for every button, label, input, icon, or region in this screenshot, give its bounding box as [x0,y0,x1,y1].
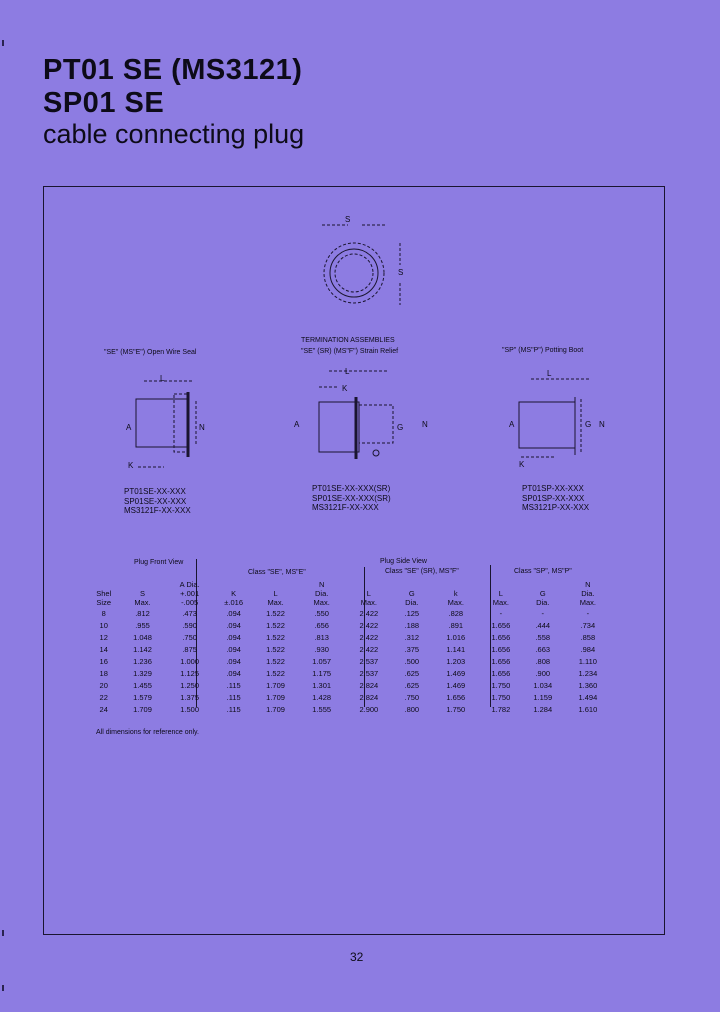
table-cell: 1.048 [133,632,152,642]
class-sr-label: Class "SE" (SR), MS"F" [385,568,459,575]
column-header: L Max. [360,589,377,607]
table-cell: 1.656 [491,620,511,630]
group-front-label: Plug Front View [134,559,184,566]
drawing-panel [43,186,665,935]
table-row [88,703,612,715]
table-cell: .115 [226,692,241,702]
table-cell: 20 [99,680,108,690]
dim-n-label: N [199,423,205,432]
table-cell: .625 [404,680,420,690]
table-header [88,580,612,607]
table-cell: .312 [404,632,420,642]
table-cell: 1.522 [266,608,285,618]
variant-caption: "SE" (SR) (MS"F") Strain Relief [301,348,399,355]
table-cell: .094 [226,644,241,654]
table-cell: 1.555 [312,704,332,714]
table-cell: .656 [314,620,329,630]
part-number-list: PT01SE-XX-XXX SP01SE-XX-XXX MS3121F-XX-XXX [124,487,191,515]
scan-edge-mark [2,985,4,991]
scan-edge-mark [2,930,4,936]
table-cell: 1.236 [133,656,152,666]
table-cell: 1.159 [533,692,553,702]
table-cell: 1.782 [491,704,511,714]
table-cell: 2.422 [359,620,379,630]
column-header: Shel Size [96,589,112,607]
table-cell: 12 [99,632,108,642]
part-number-list: PT01SE-XX-XXX(SR) SP01SE-XX-XXX(SR) MS3121F-XX-XXX [312,484,391,512]
table-cell: 14 [99,644,108,654]
table-footnote: All dimensions for reference only. [96,729,199,736]
table-cell: .984 [580,644,596,654]
table-cell: 1.709 [133,704,152,714]
table-cell: 1.301 [312,680,332,690]
table-row [88,631,612,643]
table-cell: .875 [182,644,197,654]
dim-a-label: A [294,420,300,429]
table-cell: 1.709 [266,680,285,690]
table-cell: .558 [535,632,551,642]
header-row [88,580,612,607]
page-number: 32 [350,950,364,964]
dim-l-label: L [345,367,350,376]
page-title: PT01 SE (MS3121) [43,54,303,86]
table-cell: 1.469 [446,680,466,690]
table-cell: 2.422 [359,632,379,642]
table-cell: .663 [535,644,551,654]
column-header: G Dia. [536,589,550,607]
table-cell: 8 [101,608,106,618]
table-cell: .891 [448,620,464,630]
dim-g-label: G [397,423,404,432]
column-header: k Max. [447,589,464,607]
table-cell: .500 [404,656,420,666]
table-cell: 1.656 [491,644,511,654]
table-cell: 1.329 [133,668,152,678]
table-cell: .858 [580,632,596,642]
table-cell: 1.203 [446,656,466,666]
potting-boot-drawing [511,367,611,467]
dim-l-label: L [547,369,552,378]
table-cell: .094 [226,608,241,618]
table-cell: .550 [314,608,329,618]
table-row [88,607,612,619]
table-cell: 1.656 [491,656,511,666]
table-cell: 22 [99,692,108,702]
table-row [88,691,612,703]
front-view-s-side-label: S [398,268,404,277]
table-cell: 1.656 [491,632,511,642]
column-header: N Dia. Max. [313,580,330,607]
table-cell: 10 [99,620,108,630]
table-cell: .625 [404,668,420,678]
table-row [88,655,612,667]
dim-l-label: L [160,374,165,383]
table-cell: .188 [404,620,420,630]
scan-edge-mark [2,40,4,46]
table-cell: - [499,608,503,618]
dim-g-label: G [585,420,592,429]
table-cell: 2.537 [359,656,379,666]
table-cell: .800 [404,704,420,714]
table-cell: .094 [226,668,241,678]
table-cell: 2.900 [359,704,379,714]
table-cell: 1.709 [266,692,285,702]
table-cell: - [586,608,590,618]
table-cell: 1.750 [491,680,511,690]
table-cell: 1.469 [446,668,466,678]
group-side-label: Plug Side View [380,558,427,565]
table-cell: 1.500 [180,704,200,714]
table-cell: .734 [580,620,596,630]
table-cell: 1.428 [312,692,332,702]
table-cell: .375 [404,644,420,654]
table-cell: 1.522 [266,668,285,678]
column-header: L Max. [492,589,509,607]
table-cell: 1.750 [446,704,466,714]
dim-a-label: A [509,420,515,429]
table-cell: 16 [99,656,108,666]
class-se-label: Class "SE", MS"E" [248,569,306,576]
table-cell: 1.175 [312,668,332,678]
dim-n-label: N [422,420,428,429]
table-cell: 2.422 [359,644,379,654]
page-subtitle: cable connecting plug [43,119,305,149]
variant-caption: "SE" (MS"E") Open Wire Seal [104,349,197,356]
class-sp-label: Class "SP", MS"P" [514,568,572,575]
table-cell: .473 [182,608,197,618]
table-cell: 1.656 [491,668,511,678]
dim-a-label: A [126,423,132,432]
table-row [88,667,612,679]
column-header: S Max. [134,589,151,607]
dim-k-label: K [342,384,348,393]
table-cell: .094 [226,656,241,666]
termination-title: TERMINATION ASSEMBLIES [301,337,395,344]
table-cell: .125 [404,608,420,618]
table-cell: 1.284 [533,704,553,714]
table-cell: 1.057 [312,656,332,666]
table-row [88,619,612,631]
table-cell: 24 [99,704,108,714]
table-cell: 2.824 [359,680,379,690]
table-cell: 1.034 [533,680,553,690]
table-cell: 1.494 [578,692,598,702]
table-cell: 1.750 [491,692,511,702]
table-cell: .115 [226,704,241,714]
table-cell: .812 [135,608,150,618]
table-cell: 1.656 [446,692,466,702]
table-cell: 1.360 [578,680,598,690]
table-cell: 1.522 [266,644,285,654]
table-cell: .955 [135,620,150,630]
table-cell: .444 [535,620,551,630]
table-cell: - [541,608,545,618]
table-cell: .813 [314,632,329,642]
table-row [88,643,612,655]
plug-front-view-drawing [314,225,404,315]
front-view-s-label: S [345,215,351,224]
table-cell: .115 [226,680,241,690]
table-cell: 1.579 [133,692,152,702]
table-cell: 1.125 [180,668,200,678]
table-cell: 1.709 [266,704,285,714]
variant-caption: "SP" (MS"P") Potting Boot [502,347,584,354]
column-header: K ±.016 [224,589,244,607]
table-cell: 1.610 [578,704,598,714]
table-cell: 2.422 [359,608,379,618]
table-cell: 18 [99,668,108,678]
table-cell: 1.142 [133,644,152,654]
table-row [88,679,612,691]
dim-k-label: K [519,460,525,469]
table-body [88,607,612,715]
table-cell: .930 [314,644,329,654]
table-cell: 2.824 [359,692,379,702]
dim-k-label: K [128,461,134,470]
table-cell: 1.455 [133,680,152,690]
table-cell: .094 [226,620,241,630]
table-cell: .808 [535,656,551,666]
table-cell: 1.375 [180,692,200,702]
page-title-secondary: SP01 SE [43,87,165,119]
dimensions-table [88,580,612,715]
part-number-list: PT01SP-XX-XXX SP01SP-XX-XXX MS3121P-XX-XXX [522,484,590,512]
table-cell: 1.000 [180,656,200,666]
table-cell: .750 [182,632,197,642]
column-header: L Max. [267,589,284,607]
table-cell: 1.110 [578,656,597,666]
table-cell: .590 [182,620,197,630]
table-cell: 1.234 [578,668,598,678]
table-cell: .750 [404,692,420,702]
column-header: A Dia. +.001 -.005 [179,580,200,607]
column-header: N Dia. Max. [579,580,596,607]
table-cell: .094 [226,632,241,642]
strain-relief-drawing [299,367,429,462]
dim-n-label: N [599,420,605,429]
table-cell: 1.141 [446,644,466,654]
table-cell: .900 [535,668,551,678]
table-cell: 1.522 [266,656,285,666]
table-cell: 1.522 [266,632,285,642]
column-header: G Dia. [405,589,419,607]
table-cell: 1.522 [266,620,285,630]
table-cell: 2.537 [359,668,379,678]
table-cell: 1.250 [180,680,200,690]
table-cell: .828 [448,608,464,618]
table-cell: 1.016 [446,632,466,642]
